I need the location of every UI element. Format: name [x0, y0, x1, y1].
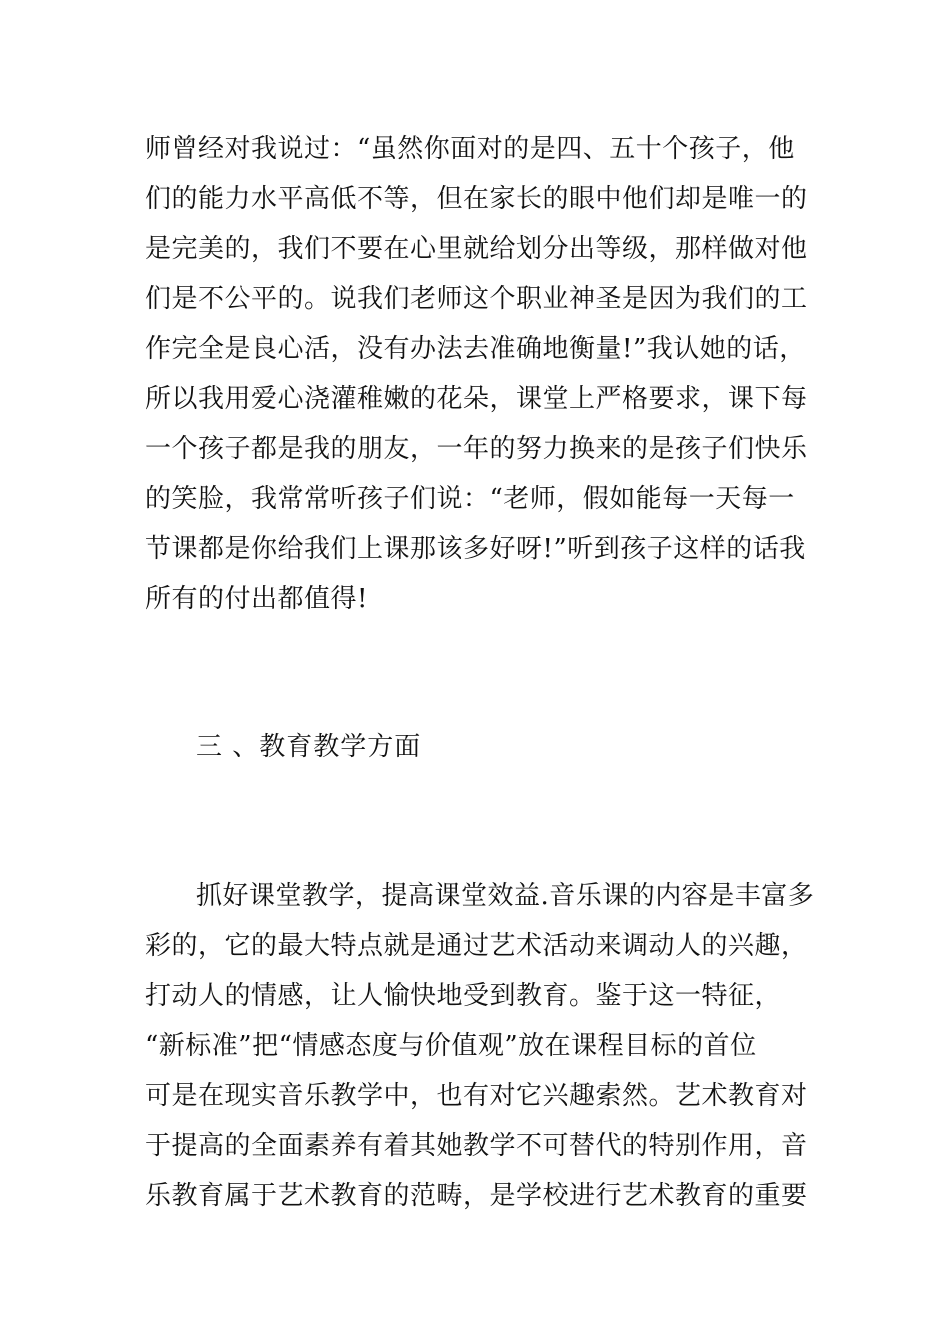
paragraph-1-line: 师曾经对我说过：“虽然你面对的是四、五十个孩子，他	[145, 134, 795, 164]
paragraph-2-line: 抓好课堂教学，提高课堂效益.音乐课的内容是丰富多	[196, 881, 815, 911]
paragraph-1-line: 是完美的，我们不要在心里就给划分出等级，那样做对他	[145, 234, 808, 264]
paragraph-2-line: 彩的，它的最大特点就是通过艺术活动来调动人的兴趣，	[145, 931, 808, 961]
paragraph-2-line: 可是在现实音乐教学中，也有对它兴趣索然。艺术教育对	[145, 1081, 808, 1111]
paragraph-1-line: 们的能力水平高低不等，但在家长的眼中他们却是唯一的	[145, 184, 808, 214]
paragraph-1-line: 节课都是你给我们上课那该多好呀!”听到孩子这样的话我	[145, 534, 806, 564]
paragraph-1-line: 们是不公平的。说我们老师这个职业神圣是因为我们的工	[145, 284, 808, 314]
section-heading: 三 、教育教学方面	[196, 732, 422, 762]
paragraph-1-line: 所以我用爱心浇灌稚嫩的花朵，课堂上严格要求，课下每	[145, 384, 808, 414]
paragraph-2-line: 打动人的情感，让人愉快地受到教育。鉴于这一特征，	[145, 981, 782, 1011]
paragraph-2-line: 乐教育属于艺术教育的范畴，是学校进行艺术教育的重要	[145, 1181, 808, 1211]
paragraph-2-line: 于提高的全面素养有着其她教学不可替代的特别作用，音	[145, 1131, 808, 1161]
paragraph-1-line: 作完全是良心活，没有办法去准确地衡量!”我认她的话，	[145, 334, 806, 364]
paragraph-1-line: 所有的付出都值得!	[145, 584, 368, 614]
paragraph-1-line: 一个孩子都是我的朋友，一年的努力换来的是孩子们快乐	[145, 434, 808, 464]
paragraph-2-line: “新标准”把“情感态度与价值观”放在课程目标的首位	[145, 1031, 757, 1061]
paragraph-1-line: 的笑脸，我常常听孩子们说：“老师，假如能每一天每一	[145, 484, 795, 514]
